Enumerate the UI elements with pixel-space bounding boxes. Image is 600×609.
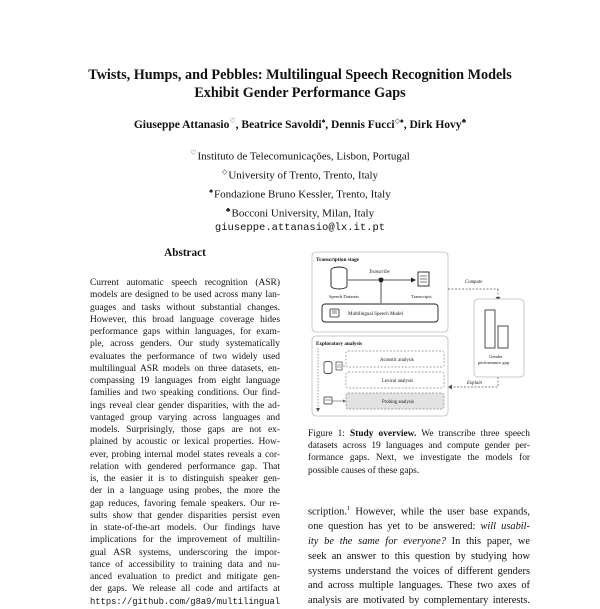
abstract-line: tance of accessibility to training data and nu- xyxy=(90,559,280,570)
caption-label: Figure 1: xyxy=(308,429,345,439)
footnote-marker[interactable]: 1 xyxy=(346,505,351,512)
abstract-line: multilingual ASR models on three datasets, en- xyxy=(90,363,280,374)
affiliation-mark: ♡ xyxy=(190,149,197,157)
probing-analysis-label: Probing analysis xyxy=(382,400,414,405)
title-line-2: Exhibit Gender Performance Gaps xyxy=(194,85,406,101)
abstract-line: anced evaluation to predict and mitigate gen- xyxy=(90,572,280,582)
caption-bold: Study overview. xyxy=(349,429,417,439)
affiliation-text: Instituto de Telecomunicações, Lisbon, Portugal xyxy=(197,150,410,163)
abstract-line: vantaged group varying across languages and xyxy=(90,412,280,423)
affiliation-mark: ♡ xyxy=(229,117,236,125)
abstract-line: der in a language using probes, the more the xyxy=(90,486,280,497)
model-label: Multilingual Speech Model xyxy=(348,312,403,317)
explain-label: Explain xyxy=(467,381,482,386)
body-line: and across multiple languages. These two axes of xyxy=(308,580,530,592)
transcripts-label: Transcripts xyxy=(411,294,432,299)
compute-label: Compute xyxy=(465,280,483,285)
abstract-line: der gaps. We release all code and artifacts at xyxy=(90,584,280,595)
abstract-line: guages and tasks without substantial changes. xyxy=(90,302,280,313)
abstract-line: models. Surprisingly, those gaps are not ex- xyxy=(90,425,280,435)
affiliation-list xyxy=(60,146,540,237)
abstract-line: implications for the improvement of multilin- xyxy=(90,535,280,546)
affiliation-mark: ♣ xyxy=(461,117,467,125)
body-fragment: However, while the user base expands, xyxy=(350,506,530,518)
gap-label-1: Gender xyxy=(489,354,503,359)
author-name: Dirk Hovy xyxy=(409,118,462,131)
abstract-line: ple, across genders. Our study systematically xyxy=(90,339,280,350)
abstract-body xyxy=(90,277,280,608)
abstract-line: relation with gendered performance gap. That xyxy=(90,461,280,472)
gap-bar-short xyxy=(498,326,508,348)
body-line xyxy=(308,520,530,535)
database-icon xyxy=(331,267,347,289)
model-icon xyxy=(330,309,339,317)
affiliation xyxy=(60,165,540,184)
abstract-line: gap reduces, favoring female speakers. Our re- xyxy=(90,498,280,509)
caption-line xyxy=(308,428,530,440)
abstract-line: in state-of-the-art models. Our findings have xyxy=(90,523,280,533)
abstract-line: sults show that gender disparities persist even xyxy=(90,510,280,521)
affiliation-mark: ♠ xyxy=(209,186,213,195)
caption-line: formance gaps. Next, we investigate the models for xyxy=(308,453,530,464)
abstract-line: models are designed to be used across many lan- xyxy=(90,290,280,301)
body-fragment: In this paper, we xyxy=(445,536,530,548)
body-emphasis: will usabil- xyxy=(480,521,531,533)
caption-text: We transcribe three speech xyxy=(421,429,530,439)
abstract-line: gual ASR systems, underscoring the impor- xyxy=(90,547,280,558)
affiliation-mark: ◇♠ xyxy=(394,117,404,125)
abstract-line: is, the easier it is to distinguish speaker gen- xyxy=(90,474,280,484)
abstract-line: ever, probing internal model states reveals a cor- xyxy=(90,449,280,460)
body-line xyxy=(308,535,530,550)
gap-bar-tall xyxy=(485,310,495,348)
transcript-document-icon xyxy=(418,272,429,286)
lexical-analysis-label: Lexical analysis xyxy=(382,379,414,384)
author-name: Dennis Fucci xyxy=(331,118,395,131)
gap-label-2: performance gap xyxy=(478,360,509,365)
affiliation-mark: ♣ xyxy=(225,205,231,214)
abstract-line: families and two speaking conditions. Our find- xyxy=(90,388,280,399)
speech-datasets-label: Speech Datasets xyxy=(329,294,359,299)
acoustic-analysis-label: Acoustic analysis xyxy=(380,358,414,363)
author-separator: , xyxy=(235,118,242,131)
affiliation-mark: ♠ xyxy=(321,117,326,125)
caption-line: possible causes of these gaps. xyxy=(308,465,420,476)
model-icon xyxy=(324,397,332,404)
affiliation-text: Bocconi University, Milan, Italy xyxy=(231,207,375,220)
transcript-document-icon xyxy=(336,362,342,370)
abstract-line: compassing 19 languages from eight language xyxy=(90,376,280,386)
abstract-line: However, this broad language coverage hides xyxy=(90,314,280,325)
affiliation-mark: ◇ xyxy=(221,167,228,176)
abstract-line: ings reveal clear gender disparities, with the ad- xyxy=(90,400,280,411)
affiliation-text: Fondazione Bruno Kessler, Trento, Italy xyxy=(213,188,391,201)
affiliation xyxy=(60,184,540,203)
author-list xyxy=(40,117,560,131)
affiliation xyxy=(60,146,540,165)
abstract-heading: Abstract xyxy=(164,247,206,259)
transcribe-label: Transcribe xyxy=(369,270,390,275)
abstract-line: performance gaps within languages, for exam- xyxy=(90,327,280,337)
body-line: systems understand the voices of different genders xyxy=(308,565,530,577)
body-text xyxy=(308,502,530,609)
affiliation-text: University of Trento, Trento, Italy xyxy=(228,169,379,182)
body-emphasis: ity be the same for everyone? xyxy=(308,536,446,548)
affiliation xyxy=(60,203,540,222)
figure-caption xyxy=(308,428,530,477)
body-line xyxy=(308,502,530,520)
body-fragment: one question has yet to be answered: xyxy=(308,521,481,533)
body-line: analysis are motivated by complementary interests. xyxy=(308,595,530,607)
abstract-line: Current automatic speech recognition (ASR) xyxy=(90,278,280,288)
database-icon xyxy=(324,361,332,373)
author-separator: , xyxy=(325,118,332,131)
body-line: seek an answer to this question by studying how xyxy=(308,550,530,562)
abstract-line: plained by acoustic or lexical properties. How- xyxy=(90,437,280,448)
abstract-code-link[interactable]: https://github.com/g8a9/multilingual xyxy=(90,596,281,607)
author-separator: , xyxy=(403,118,410,131)
author-name: Beatrice Savoldi xyxy=(241,118,322,131)
body-fragment: scription. xyxy=(308,506,347,518)
stage-1-label: Transcription stage xyxy=(316,257,359,263)
title-line-1: Twists, Humps, and Pebbles: Multilingual Speech Recognition Models xyxy=(88,67,512,83)
figure-1-diagram xyxy=(308,250,530,420)
paper-title xyxy=(40,66,560,102)
stage-2-label: Exploratory analysis xyxy=(316,341,362,347)
abstract-line: evaluates the performance of two widely used xyxy=(90,351,280,362)
author-name: Giuseppe Attanasio xyxy=(133,118,230,131)
caption-line: datasets across 19 languages and compute gender per- xyxy=(308,441,530,452)
contact-email[interactable]: giuseppe.attanasio@lx.it.pt xyxy=(214,222,386,235)
